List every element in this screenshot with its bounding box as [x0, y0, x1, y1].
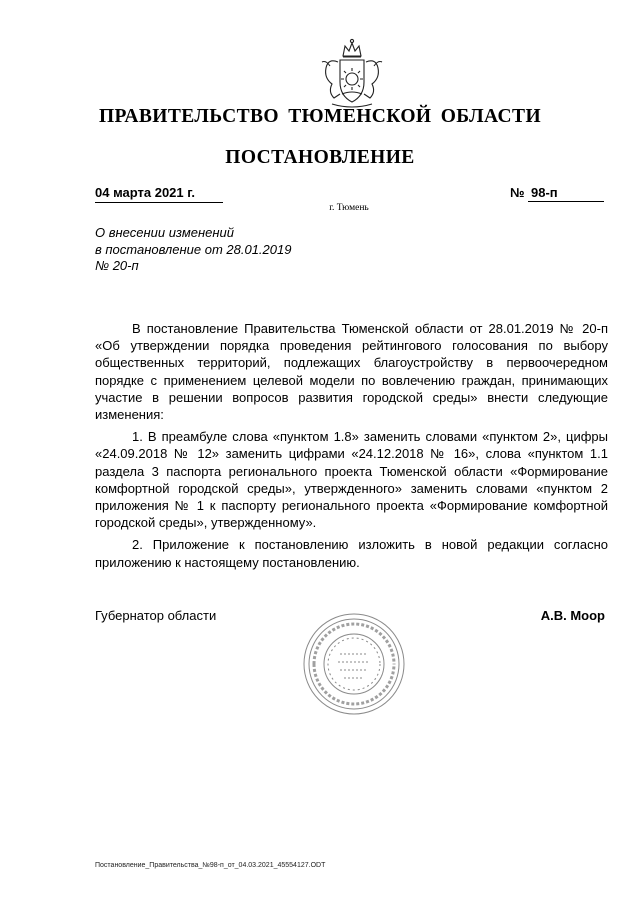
document-subject — [95, 225, 355, 275]
body-paragraph: В постановление Правительства Тюменской области от 28.01.2019 № 20-п «Об утверждении порядка проведения рейтингового голосования по выбору общественных территорий, подлежащих благоустройству в первоочередном порядке с применением целевой модели по вовлечению граждан, принимающих участие в решении вопросов развития городской среды» внести следующие изменения: — [95, 321, 608, 423]
subject-line: в постановление от 28.01.2019 — [95, 241, 292, 257]
body-paragraph: 1. В преамбуле слова «пунктом 1.8» заменить словами «пунктом 2», цифры «24.09.2018 № 12» заменить цифрами «24.12.2018 № 16», слова «пунктом 1.1 раздела 3 паспорта регионального проекта Тюменской области «Формирование комфортной городской среды», утвержденного» заменить словами «пунктом 2 приложения № 1 к паспорту регионального проекта «Формирование комфортной городской среды», утвержденному». — [95, 429, 608, 531]
signer-position: Губернатор области — [95, 608, 217, 623]
file-name-footer: Постановление_Правительства_№98-п_от_04.03.2021_45554127.ODT — [95, 862, 326, 869]
document-number — [510, 184, 605, 202]
city: г. Тюмень — [329, 203, 369, 213]
document-body — [95, 320, 608, 576]
round-seal-stamp — [300, 612, 408, 716]
number-sign: № — [510, 185, 525, 200]
signer-name: А.В. Моор — [540, 608, 605, 623]
body-paragraph: 2. Приложение к постановлению изложить в новой редакции согласно приложению к настоящему постановлению. — [95, 537, 608, 570]
government-title: ПРАВИТЕЛЬСТВО ТЮМЕНСКОЙ ОБЛАСТИ — [98, 106, 542, 127]
subject-line: О внесении изменений — [95, 225, 234, 240]
number-value: 98-п — [528, 184, 604, 202]
document-type: ПОСТАНОВЛЕНИЕ — [225, 147, 415, 168]
subject-line: № 20-п — [95, 258, 139, 273]
coat-of-arms-icon — [318, 38, 386, 110]
document-date: 04 марта 2021 г. — [95, 184, 223, 203]
